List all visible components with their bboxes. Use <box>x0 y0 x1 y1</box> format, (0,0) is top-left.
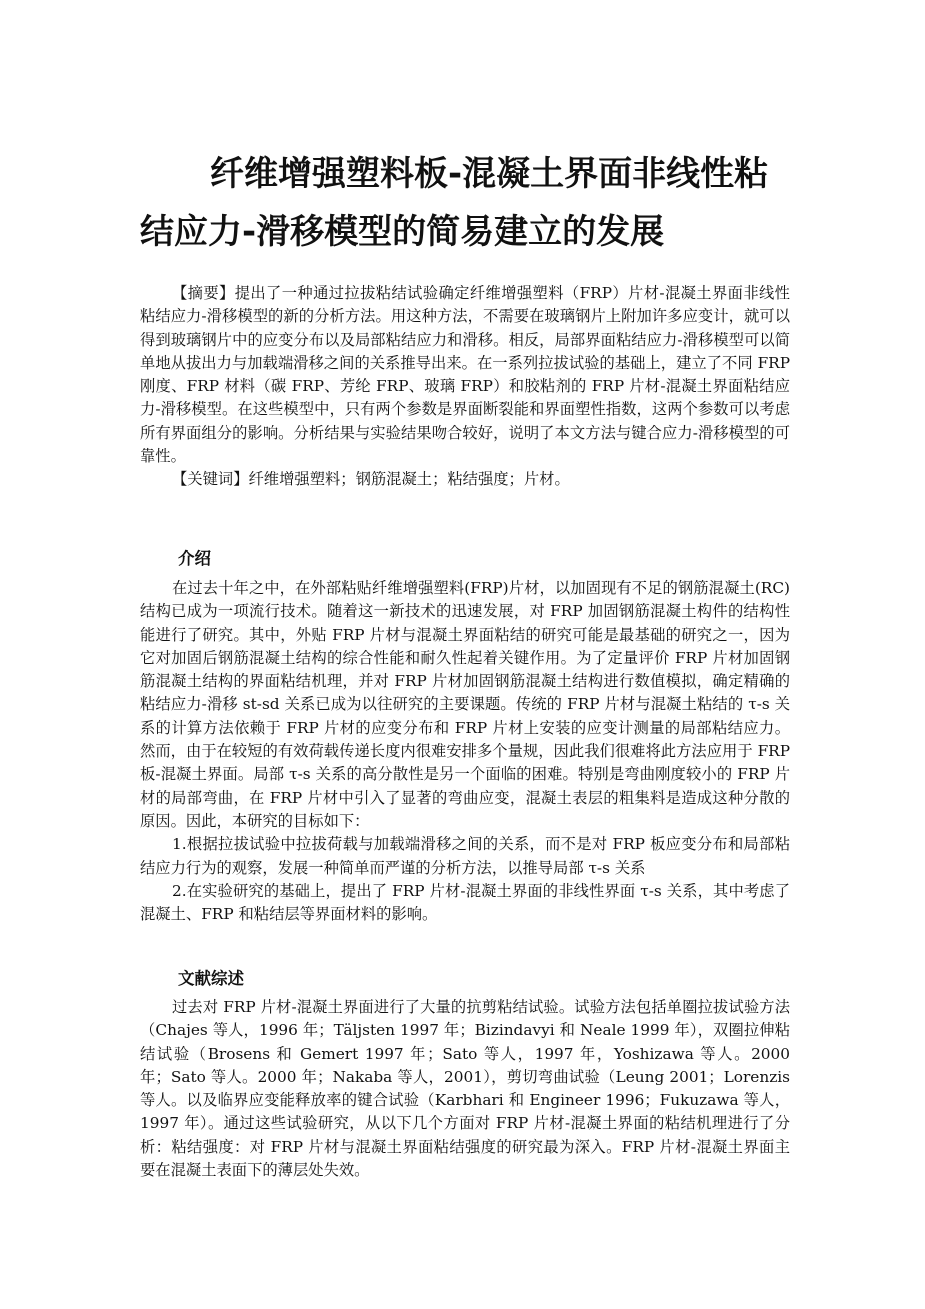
abstract-text: 提出了一种通过拉拔粘结试验确定纤维增强塑料（FRP）片材-混凝土界面非线性粘结应力-滑移模型的新的分析方法。用这种方法，不需要在玻璃钢片上附加许多应变计，就可以得到玻璃钢片中的应变分布以及局部粘结应力和滑移。相反，局部界面粘结应力-滑移模型可以简单地从拔出力与加载端滑移之间的关系推导出来。在一系列拉拔试验的基础上，建立了不同 FRP 刚度、FRP 材料（碳 FRP、芳纶 FRP、玻璃 FRP）和胶粘剂的 FRP 片材-混凝土界面粘结应力-滑移模型。在这些模型中，只有两个参数是界面断裂能和界面塑性指数，这两个参数可以考虑所有界面组分的影响。分析结果与实验结果吻合较好，说明了本文方法与键合应力-滑移模型的可靠性。 <box>140 284 790 466</box>
keywords-label: 【关键词】 <box>172 470 249 489</box>
intro-list-item-2: 2.在实验研究的基础上，提出了 FRP 片材-混凝土界面的非线性界面 τ-s 关系，其中考虑了混凝土、FRP 和粘结层等界面材料的影响。 <box>140 881 790 924</box>
literature-body <box>140 996 790 1182</box>
intro-list-item-1: 1.根据拉拔试验中拉拔荷载与加载端滑移之间的关系，而不是对 FRP 板应变分布和局部粘结应力行为的观察，发展一种简单而严谨的分析方法，以推导局部 τ-s 关系 <box>140 835 790 877</box>
literature-heading: 文献综述 <box>178 969 244 988</box>
intro-body <box>140 577 790 926</box>
intro-heading: 介绍 <box>178 549 211 568</box>
abstract-label: 【摘要】 <box>172 284 235 302</box>
literature-paragraph: 过去对 FRP 片材-混凝土界面进行了大量的抗剪粘结试验。试验方法包括单圈拉拔试验方法（Chajes 等人，1996 年；Täljsten 1997 年；Bizindavyi 和 Neale 1999 年），双圈拉伸粘结试验（Brosens 和 Gemert 1997 年；Sato 等人，1997 年，Yoshizawa 等人。2000 年；Sato 等人。2000 年；Nakaba 等人，2001），剪切弯曲试验（Leung 2001；Lorenzis 等人。以及临界应变能释放率的键合试验（Karbhari 和 Engineer 1996；Fukuzawa 等人，1997 年）。通过这些试验研究，从以下几个方面对 FRP 片材-混凝土界面的粘结机理进行了分析：粘结强度：对 FRP 片材与混凝土界面粘结强度的研究最为深入。FRP 片材-混凝土界面主要在混凝土表面下的薄层处失效。 <box>140 998 790 1180</box>
keywords-paragraph <box>140 468 790 491</box>
abstract-block <box>140 282 790 492</box>
keywords-text: 纤维增强塑料；钢筋混凝土；粘结强度；片材。 <box>248 470 570 489</box>
title-line-2: 结应力-滑移模型的简易建立的发展 <box>140 212 665 252</box>
title-line-1: 纤维增强塑料板-混凝土界面非线性粘 <box>210 154 769 194</box>
intro-paragraph: 在过去十年之中，在外部粘贴纤维增强塑料(FRP)片材，以加固现有不足的钢筋混凝土(RC)结构已成为一项流行技术。随着这一新技术的迅速发展，对 FRP 加固钢筋混凝土构件的结构性能进行了研究。其中，外贴 FRP 片材与混凝土界面粘结的研究可能是最基础的研究之一，因为它对加固后钢筋混凝土结构的综合性能和耐久性起着关键作用。为了定量评价 FRP 片材加固钢筋混凝土结构的界面粘结机理，并对 FRP 片材加固钢筋混凝土结构进行数值模拟，确定精确的粘结应力-滑移 st-sd 关系已成为以往研究的主要课题。传统的 FRP 片材与混凝土粘结的 τ-s 关系的计算方法依赖于 FRP 片材的应变分布和 FRP 片材上安装的应变计测量的局部粘结应力。然而，由于在较短的有效荷载传递长度内很难安排多个量规，因此我们很难将此方法应用于 FRP 板-混凝土界面。局部 τ-s 关系的高分散性是另一个面临的困难。特别是弯曲刚度较小的 FRP 片材的局部弯曲，在 FRP 片材中引入了显著的弯曲应变，混凝土表层的粗集料是造成这种分散的原因。因此，本研究的目标如下： <box>140 579 790 830</box>
document-title <box>140 145 800 261</box>
abstract-paragraph <box>140 282 790 468</box>
